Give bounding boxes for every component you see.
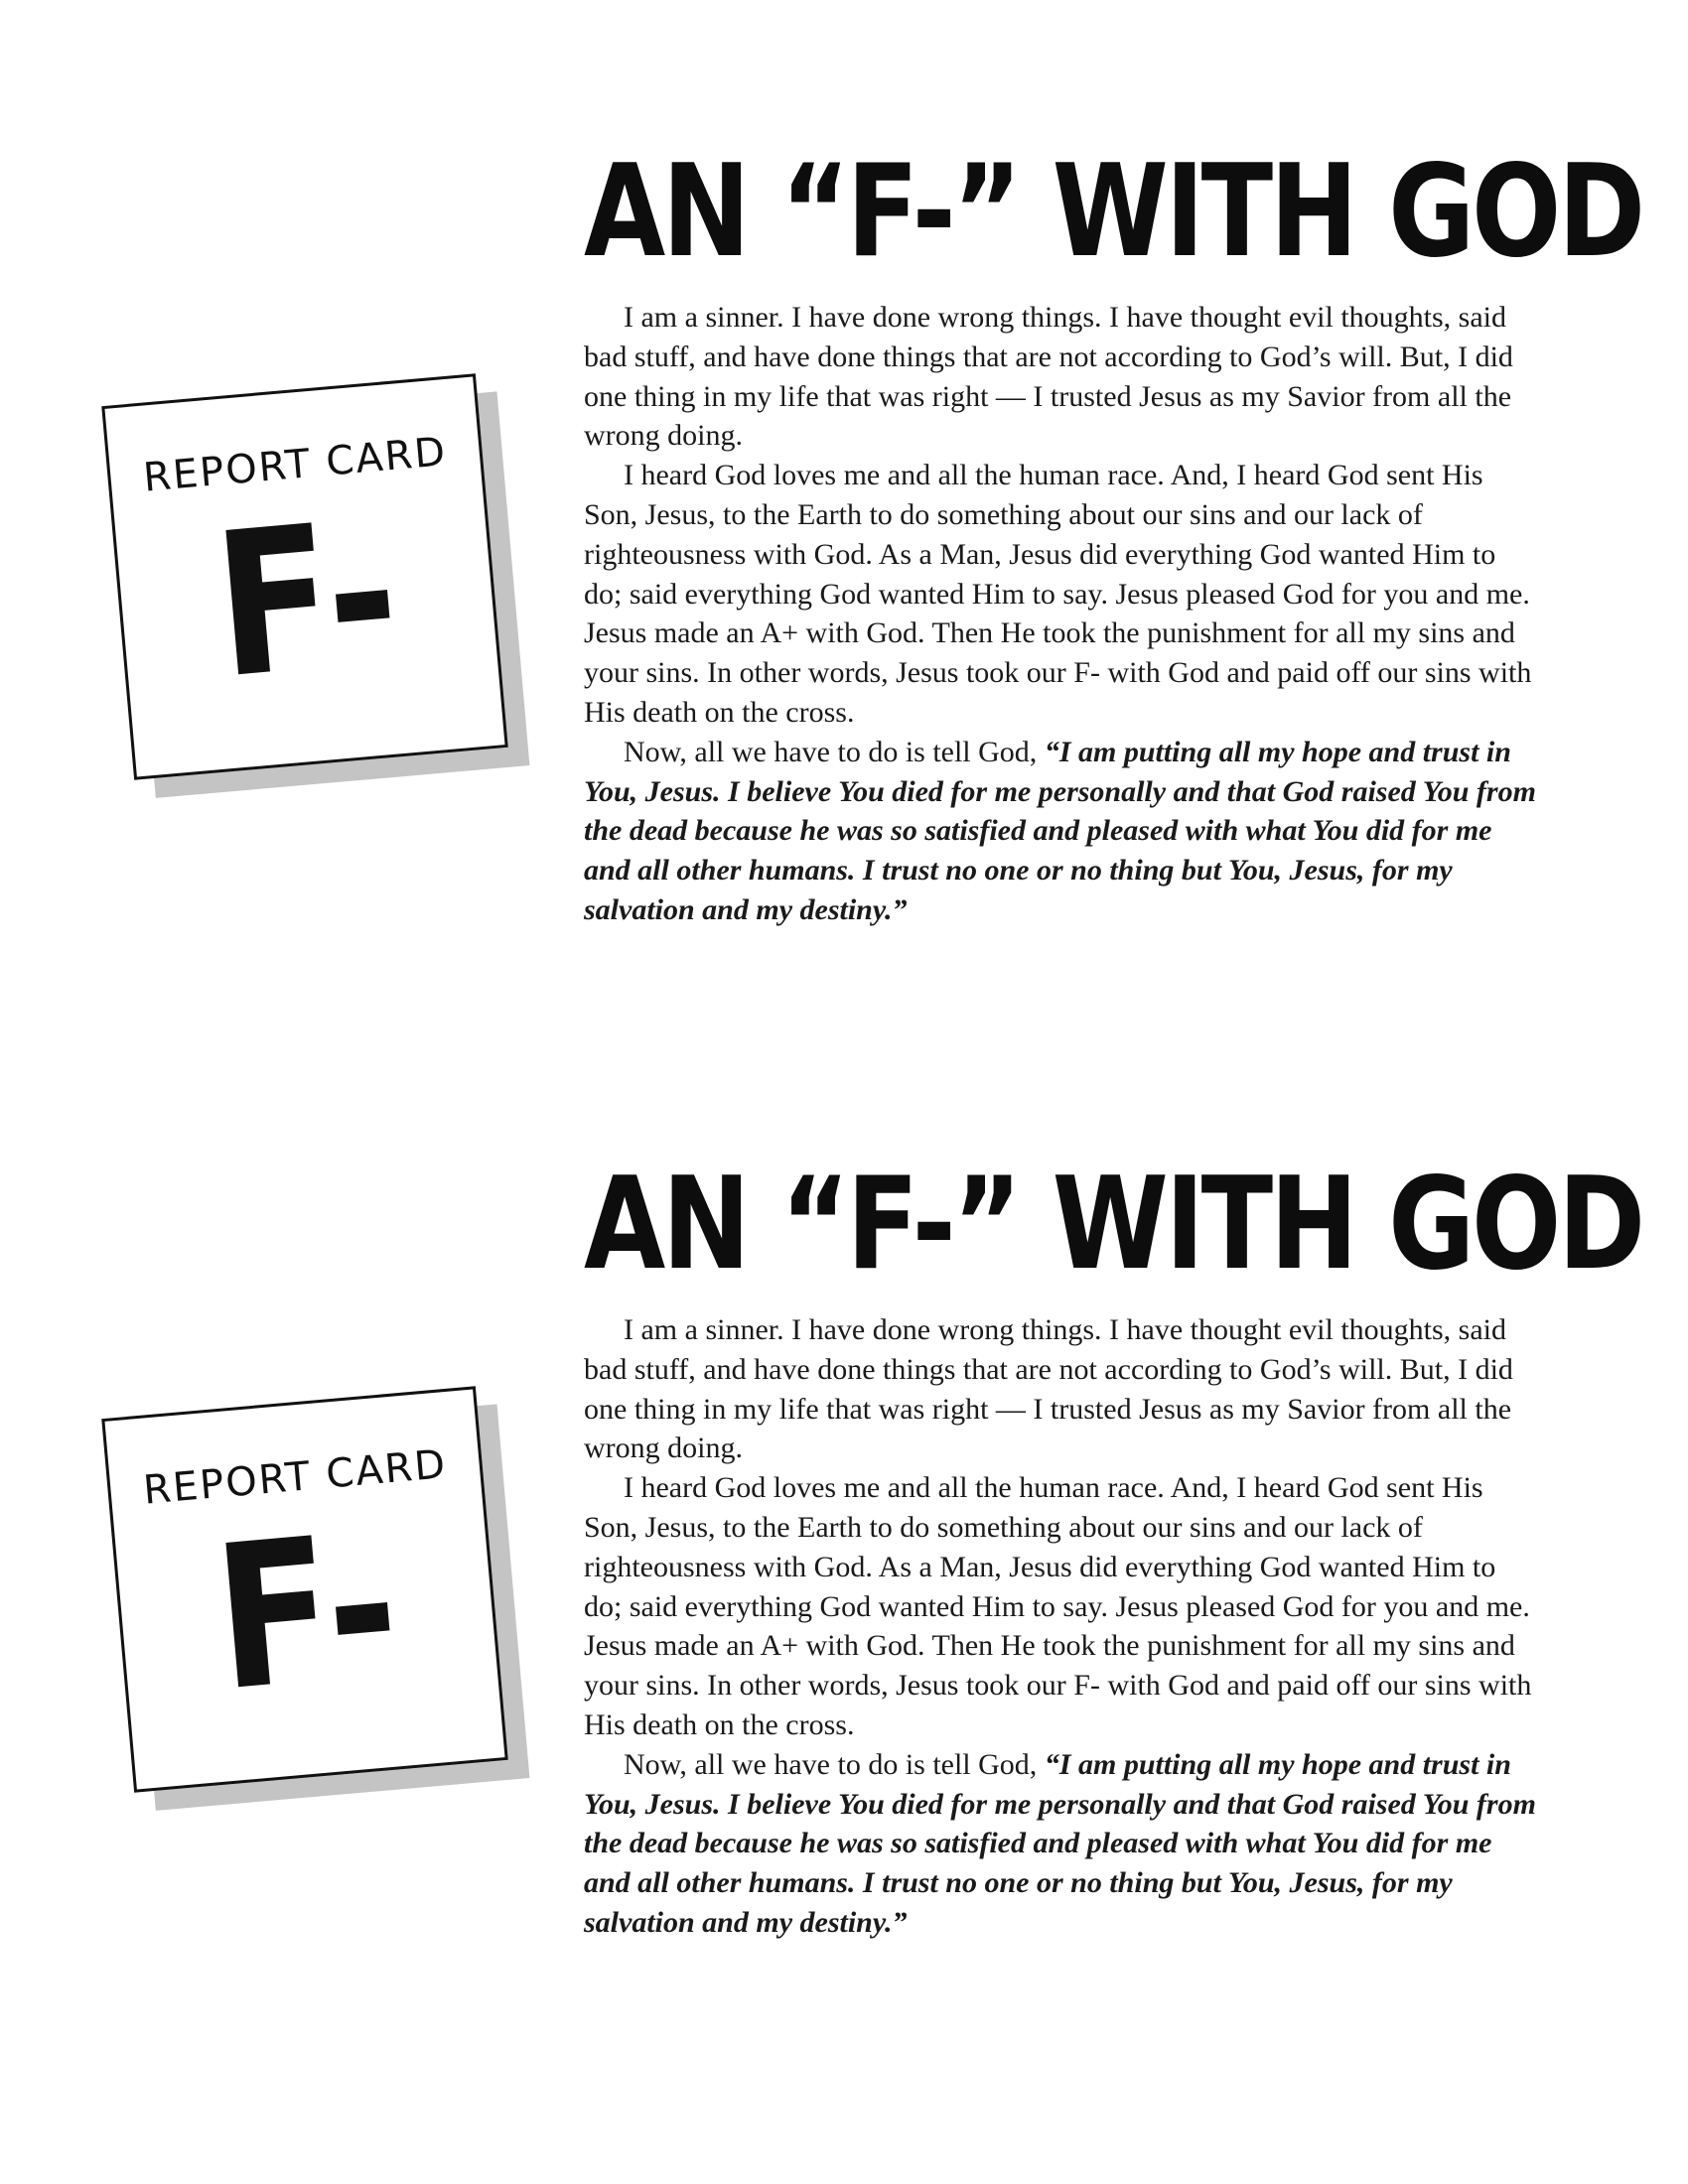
report-card-grade: F-: [207, 477, 407, 724]
invitation-intro: Now, all we have to do is tell God,: [624, 1747, 1045, 1781]
paragraph-invitation: [584, 1745, 1537, 1943]
report-card-grade: F-: [207, 1489, 407, 1736]
report-card: [101, 373, 508, 780]
tract-body: [584, 1310, 1537, 1943]
paragraph-confession: I am a sinner. I have done wrong things. I have thought evil thoughts, said bad stuff, and have done things that are not according to God’s will. But, I did one thing in my life that was right — I trusted Jesus as my Savior from all the wrong doing.: [584, 1313, 1513, 1465]
report-card-label: REPORT CARD: [141, 429, 449, 501]
paragraph-confession: I am a sinner. I have done wrong things. I have thought evil thoughts, said bad stuff, and have done things that are not according to God’s will. But, I did one thing in my life that was right — I trusted Jesus as my Savior from all the wrong doing.: [584, 301, 1513, 453]
tract-bottom: [0, 1013, 1688, 2025]
report-card-illustration: [101, 373, 508, 780]
report-card: [101, 1386, 508, 1793]
report-card-illustration: [101, 1386, 508, 1793]
prayer-text: “I am putting all my hope and trust in You, Jesus. I believe You died for me personally and that God raised You from the dead because he was so satisfied and pleased with what You did for me and all other humans. I trust no one or no thing but You, Jesus, for my salvation and my destiny.”: [584, 735, 1536, 926]
paragraph-invitation: [584, 733, 1537, 930]
tract-title: AN “F-” WITH GOD: [584, 1151, 1642, 1298]
paragraph-gospel: I heard God loves me and all the human race. And, I heard God sent His Son, Jesus, to the Earth to do something about our sins and our lack of righteousness with God. As a Man, Jesus did everything God wanted Him to do; said everything God wanted Him to say. Jesus pleased God for you and me. Jesus made an A+ with God. Then He took the punishment for all my sins and your sins. In other words, Jesus took our F- with God and paid off our sins with His death on the cross.: [584, 1471, 1532, 1741]
invitation-intro: Now, all we have to do is tell God,: [624, 735, 1045, 768]
tract-top: [0, 0, 1688, 1013]
prayer-text: “I am putting all my hope and trust in You, Jesus. I believe You died for me personally and that God raised You from the dead because he was so satisfied and pleased with what You did for me and all other humans. I trust no one or no thing but You, Jesus, for my salvation and my destiny.”: [584, 1747, 1536, 1939]
tract-body: [584, 298, 1537, 930]
report-card-label: REPORT CARD: [141, 1441, 449, 1514]
paragraph-gospel: I heard God loves me and all the human race. And, I heard God sent His Son, Jesus, to the Earth to do something about our sins and our lack of righteousness with God. As a Man, Jesus did everything God wanted Him to do; said everything God wanted Him to say. Jesus pleased God for you and me. Jesus made an A+ with God. Then He took the punishment for all my sins and your sins. In other words, Jesus took our F- with God and paid off our sins with His death on the cross.: [584, 459, 1532, 729]
tract-title: AN “F-” WITH GOD: [584, 138, 1642, 286]
